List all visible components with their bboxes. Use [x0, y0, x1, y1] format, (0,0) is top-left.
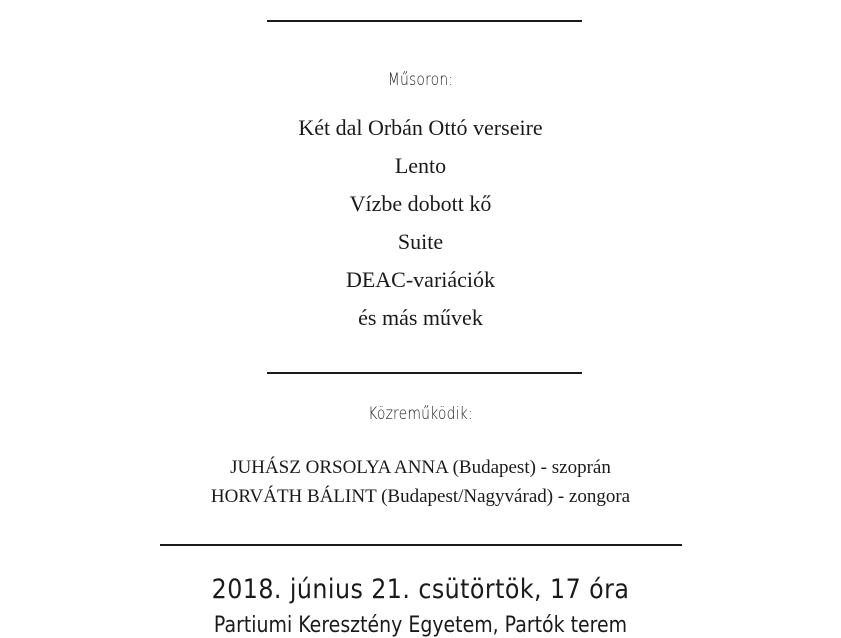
program-item: DEAC-variációk: [345, 267, 496, 292]
lower-divider: [160, 544, 682, 546]
program-item: Suite: [397, 229, 444, 254]
program-item: Lento: [394, 153, 447, 178]
program-item: Vízbe dobott kő: [349, 191, 492, 216]
top-divider: [267, 20, 582, 22]
event-date-time: 2018. június 21. csütörtök, 17 óra: [211, 574, 630, 605]
program-item: és más művek: [358, 305, 483, 330]
middle-divider: [267, 372, 582, 374]
performers-label: Közreműködik:: [368, 404, 473, 424]
program-item: Két dal Orbán Ottó verseire: [298, 115, 543, 140]
performer-line: JUHÁSZ ORSOLYA ANNA (Budapest) - szoprán: [230, 457, 611, 478]
program-label: Műsoron:: [387, 70, 454, 90]
event-venue: Partiumi Keresztény Egyetem, Partók terem: [213, 613, 628, 638]
performer-line: HORVÁTH BÁLINT (Budapest/Nagyvárad) - zongora: [210, 486, 631, 507]
